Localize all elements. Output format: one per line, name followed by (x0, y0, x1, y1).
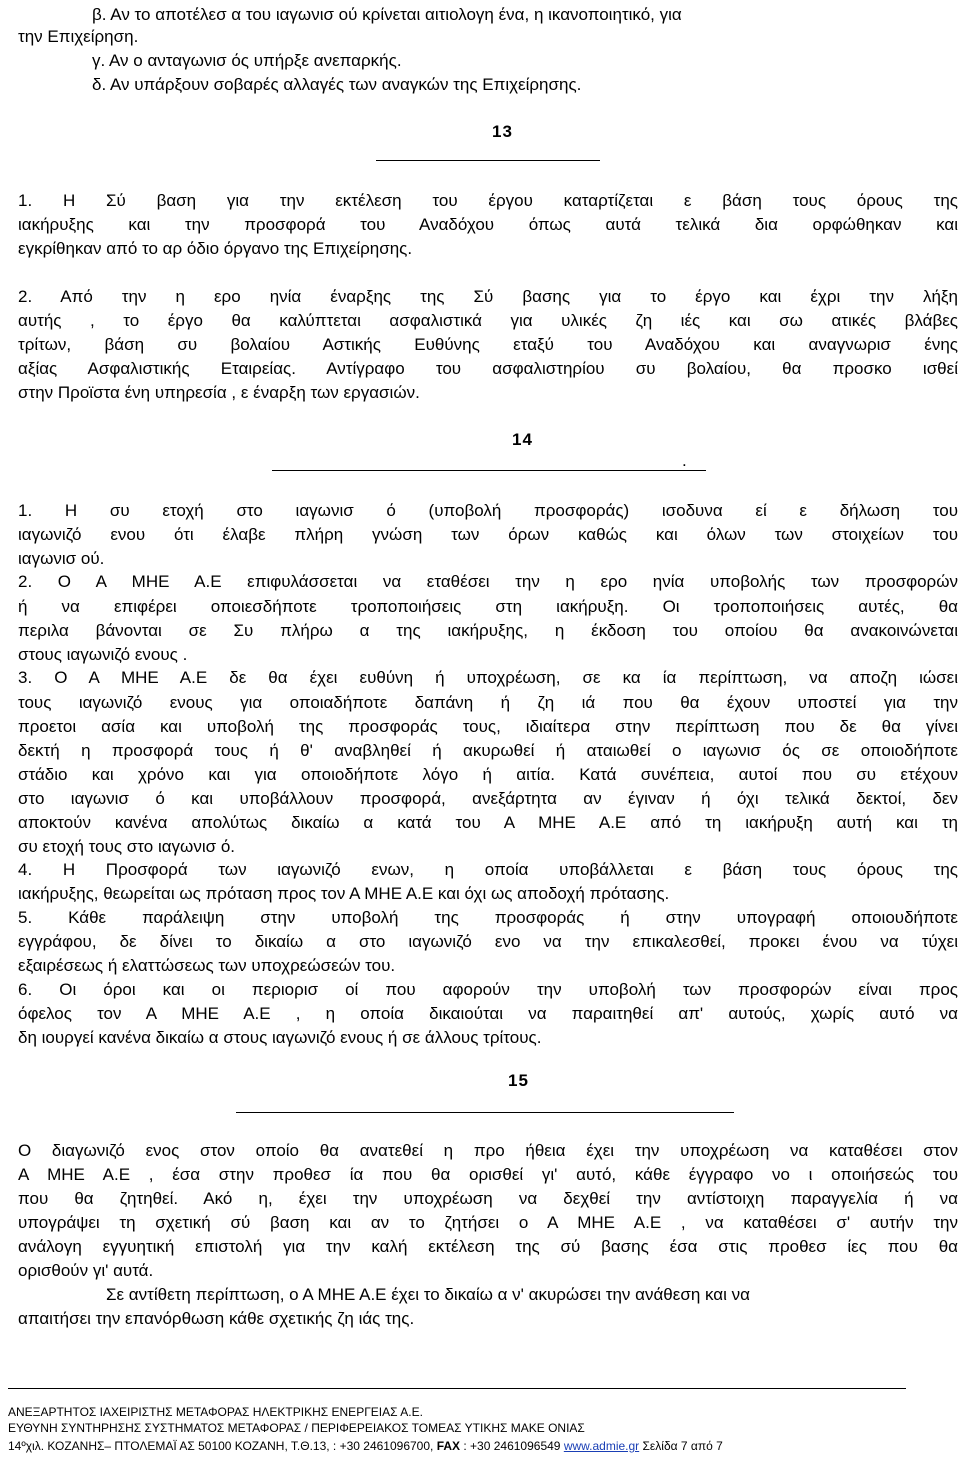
article-15-line-6: ορισθούν γι' αυτά. (18, 1261, 154, 1280)
article-14-line-18: 5. Κάθε παράλειψη στην υποβολή της προσφοράς ή στην υπογραφή οποιουδήποτε (18, 908, 958, 927)
article-14-line-12: στάδιο και χρόνο και για οποιοδήποτε λόγο ή αιτία. Κατά συνέπεια, αυτοί που συ ετέχουν (18, 765, 958, 784)
article-14-line-19: εγγράφου, δε δίνει το δικαίω α στο ιαγωνιζό ενο να την επικαλεσθεί, προκει ένου να τύχει (18, 932, 958, 951)
article-14-line-23: δη ιουργεί κανένα δικαίω α στους ιαγωνιζό ενους ή σε άλλους τρίτους. (18, 1028, 542, 1047)
footer-address: 14ºχιλ. ΚΟΖΑΝΗΣ– ΠΤΟΛΕΜΑΪ ΑΣ 50100 ΚΟΖΑΝΗ, Τ.Θ.13, : +30 2461096700, (8, 1439, 434, 1453)
article-15-line-4: υπογράψει τη σχετική σύ βαση και αν το ζητήσει ο Α ΜΗΕ Α.Ε , να καταθέσει σ' αυτήν την (18, 1213, 958, 1232)
article-14-line-11: δεκτή η προσφορά τους ή θ' αναβληθεί ή ακυρωθεί ή αταιωθεί ο ιαγωνισ ός σε οποιοδήποτε (18, 741, 958, 760)
list-item-gamma: γ. Αν ο ανταγωνισ ός υπήρξε ανεπαρκής. (92, 51, 402, 70)
article-14-line-5: ή να επιφέρει οποιεσδήποτε τροποποιήσεις στη ιακήρυξη. Οι τροποποιήσεις αυτές, θα (18, 597, 958, 616)
article-14-number: 14 (512, 430, 533, 449)
article-14-line-13: στο ιαγωνισ ό και υποβάλλουν προσφορά, ανεξάρτητα αν έγιναν ή όχι τελικά δεκτοί, δεν (18, 789, 958, 808)
article-14-line-22: όφελος τον Α ΜΗΕ Α.Ε , η οποία δικαιούται να παραιτηθεί απ' αυτούς, χωρίς αυτό να (18, 1004, 958, 1023)
article-13-para-2-line-5: στην Προϊστα ένη υπηρεσία , ε έναρξη των εργασιών. (18, 383, 420, 402)
list-item-delta: δ. Αν υπάρξουν σοβαρές αλλαγές των αναγκών της Επιχείρησης. (92, 75, 582, 94)
article-14-rule (272, 470, 706, 471)
article-13-rule (376, 160, 600, 161)
article-14-line-3: ιαγωνισ ού. (18, 549, 105, 568)
article-15-line-5: ανάλογη εγγυητική επιστολή για την καλή εκτέλεση της σύ βασης έσα στις προθεσ ίες που θα (18, 1237, 958, 1256)
article-13-para-2-line-3: τρίτων, βάση συ βολαίου Αστικής Ευθύνης εταξύ του Αναδόχου και αναγνωρισ ένης (18, 335, 958, 354)
article-14-line-7: στους ιαγωνιζό ενους . (18, 645, 188, 664)
article-14-line-9: τους ιαγωνιζό ενους για οποιαδήποτε δαπάνη ή ζη ιά που θα έχουν υποστεί για την (18, 693, 958, 712)
article-13-number: 13 (492, 122, 513, 141)
footer-company: ΑΝΕΞΑΡΤΗΤΟΣ ΙΑΧΕΙΡΙΣΤΗΣ ΜΕΤΑΦΟΡΑΣ ΗΛΕΚΤΡΙΚΗΣ ΕΝΕΡΓΕΙΑΣ Α.Ε. (8, 1405, 423, 1419)
article-14-line-15: συ ετοχή τους στο ιαγωνισ ό. (18, 837, 235, 856)
article-15-line-3: που θα ζητηθεί. Ακό η, έχει την υποχρέωση να δεχθεί την αντίστοιχη παραγγελία ή να (18, 1189, 958, 1208)
article-13-para-2-line-4: αξίας Ασφαλιστικής Εταιρείας. Αντίγραφο του ασφαλιστηρίου συ βολαίου, θα προσκο ισθεί (18, 359, 958, 378)
article-14-line-14: αποκτούν κανένα απολύτως δικαίω α κατά του Α ΜΗΕ Α.Ε από τη ιακήρυξη αυτή και τη (18, 813, 958, 832)
article-13-para-2-line-1: 2. Από την η ερο ηνία έναρξης της Σύ βασης για το έργο και έχρι την λήξη (18, 287, 958, 306)
article-14-line-17: ιακήρυξης, θεωρείται ως πρόταση προς τον Α ΜΗΕ Α.Ε και όχι ως αποδοχή πρότασης. (18, 884, 670, 903)
article-13-para-2-line-2: αυτής , το έργο θα καλύπτεται ασφαλιστικά για υλικές ζη ιές και σω ατικές βλάβες (18, 311, 958, 330)
footer-department: ΕΥΘΥΝΗ ΣΥΝΤΗΡΗΣΗΣ ΣΥΣΤΗΜΑΤΟΣ ΜΕΤΑΦΟΡΑΣ / ΠΕΡΙΦΕΡΕΙΑΚΟΣ ΤΟΜΕΑΣ ΥΤΙΚΗΣ ΜΑΚΕ ΟΝΙΑΣ (8, 1421, 585, 1435)
article-13-para-1-line-1: 1. Η Σύ βαση για την εκτέλεση του έργου καταρτίζεται ε βάση τους όρους της (18, 191, 958, 210)
article-15-number: 15 (508, 1071, 529, 1090)
article-14-line-8: 3. Ο Α ΜΗΕ Α.Ε δε θα έχει ευθύνη ή υποχρέωση, σε κα ία περίπτωση, να αποζη ιώσει (18, 668, 958, 687)
footer-fax-number: : +30 2461096549 (460, 1439, 564, 1453)
article-15-indented-line-2: απαιτήσει την επανόρθωση κάθε σχετικής ζη ιάς της. (18, 1309, 415, 1328)
footer-page-number: Σελίδα 7 από 7 (639, 1439, 723, 1453)
footer-fax-label: FAX (436, 1439, 461, 1453)
article-14-line-20: εξαιρέσεως ή ελαττώσεως των υποχρεώσεών του. (18, 956, 396, 975)
article-13-para-1-line-3: εγκρίθηκαν από το αρ όδιο όργανο της Επιχείρησης. (18, 239, 413, 258)
article-15-rule (236, 1112, 734, 1113)
list-item-beta: β. Αν το αποτέλεσ α του ιαγωνισ ού κρίνεται αιτιολογη ένα, η ικανοποιητικό, για (92, 5, 682, 24)
article-14-line-2: ιαγωνιζό ενου ότι έλαβε πλήρη γνώση των όρων καθώς και όλων των στοιχείων του (18, 525, 958, 544)
article-14-line-6: περιλα βάνονται σε Συ πλήρω α της ιακήρυξης, η έκδοση του οποίου θα ανακοινώνεται (18, 621, 958, 640)
article-15-line-2: Α ΜΗΕ Α.Ε , έσα στην προθεσ ία που θα ορισθεί γι' αυτό, κάθε έγγραφο νο ι οποιήσεώς του (18, 1165, 958, 1184)
article-14-rule-dot: . (682, 451, 687, 470)
article-14-line-16: 4. Η Προσφορά των ιαγωνιζό ενων, η οποία υποβάλλεται ε βάση τους όρους της (18, 860, 958, 879)
article-13-para-1-line-2: ιακήρυξης και την προσφορά του Αναδόχου όπως αυτά τελικά δια ορφώθηκαν και (18, 215, 958, 234)
article-14-line-10: προετοι ασία και υποβολή της προσφοράς τους, ιδιαίτερα στην περίπτωση που δε θα γίνει (18, 717, 958, 736)
footer-rule (8, 1388, 906, 1389)
article-15-line-1: Ο διαγωνιζό ενος στον οποίο θα ανατεθεί η προ ήθεια έχει την υποχρέωση να καταθέσει στον (18, 1141, 958, 1160)
article-14-line-4: 2. Ο Α ΜΗΕ Α.Ε επιφυλάσσεται να εταθέσει την η ερο ηνία υποβολής των προσφορών (18, 572, 958, 591)
footer-website-link[interactable]: www.admie.gr (563, 1439, 640, 1453)
footer-contact (8, 1439, 723, 1453)
article-15-indented-line-1: Σε αντίθετη περίπτωση, ο Α ΜΗΕ Α.Ε έχει το δικαίω α ν' ακυρώσει την ανάθεση και να (106, 1285, 750, 1304)
list-item-beta-continuation: την Επιχείρηση. (18, 27, 139, 46)
article-14-line-1: 1. Η συ ετοχή στο ιαγωνισ ό (υποβολή προσφοράς) ισοδυνα εί ε δήλωση του (18, 501, 958, 520)
article-14-line-21: 6. Οι όροι και οι περιορισ οί που αφορούν την υποβολή των προσφορών είναι προς (18, 980, 958, 999)
